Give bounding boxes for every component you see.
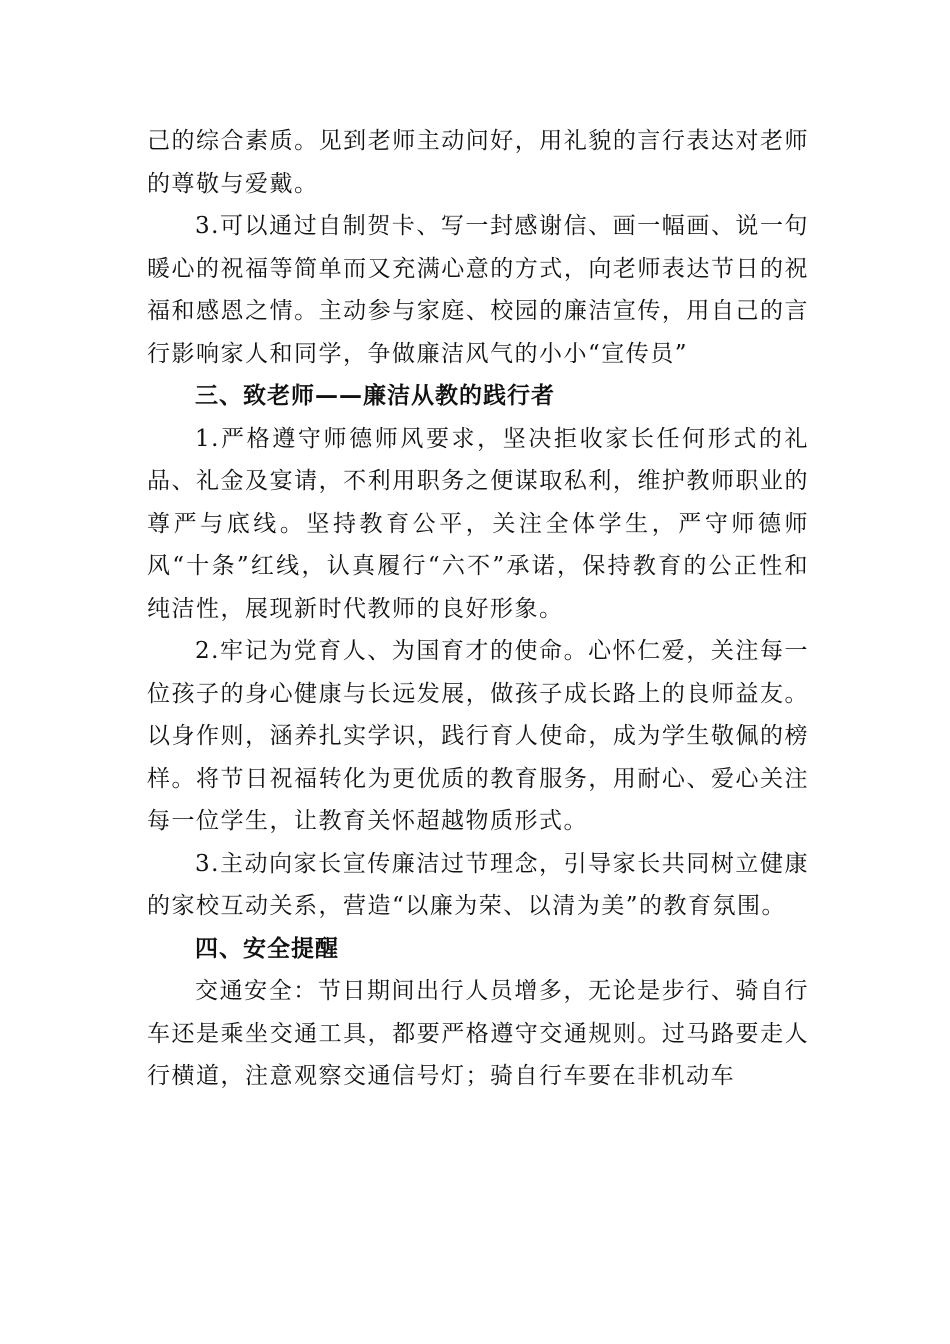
document-body (147, 120, 809, 1098)
section-heading-safety: 四、安全提醒 (195, 935, 339, 962)
paragraph-student-item-3: 3.可以通过自制贺卡、写一封感谢信、画一幅画、说一句暖心的祝福等简单而又充满心意的方式，向老师表达节日的祝福和感恩之情。主动参与家庭、校园的廉洁宣传，用自己的言行影响家人和同学，争做廉洁风气的小小“宣传员” (147, 213, 809, 367)
paragraph-teacher-item-1: 1.严格遵守师德师风要求，坚决拒收家长任何形式的礼品、礼金及宴请，不利用职务之便谋取私利，维护教师职业的尊严与底线。坚持教育公平，关注全体学生，严守师德师风“十条”红线，认真履行“六不”承诺，保持教育的公正性和纯洁性，展现新时代教师的良好形象。 (147, 425, 809, 622)
paragraph-continued: 己的综合素质。见到老师主动问好，用礼貌的言行表达对老师的尊敬与爱戴。 (147, 128, 809, 197)
paragraph-traffic-safety: 交通安全：节日期间出行人员增多，无论是步行、骑自行车还是乘坐交通工具，都要严格遵守交通规则。过马路要走人行横道，注意观察交通信号灯；骑自行车要在非机动车 (147, 978, 809, 1089)
paragraph-teacher-item-3: 3.主动向家长宣传廉洁过节理念，引导家长共同树立健康的家校互动关系，营造“以廉为荣、以清为美”的教育氛围。 (147, 850, 809, 919)
paragraph-teacher-item-2: 2.牢记为党育人、为国育才的使命。心怀仁爱，关注每一位孩子的身心健康与长远发展，做孩子成长路上的良师益友。以身作则，涵养扎实学识，践行育人使命，成为学生敬佩的榜样。将节日祝福转化为更优质的教育服务，用耐心、爱心关注每一位学生，让教育关怀超越物质形式。 (147, 638, 809, 834)
section-heading-teachers: 三、致老师——廉洁从教的践行者 (195, 383, 555, 409)
